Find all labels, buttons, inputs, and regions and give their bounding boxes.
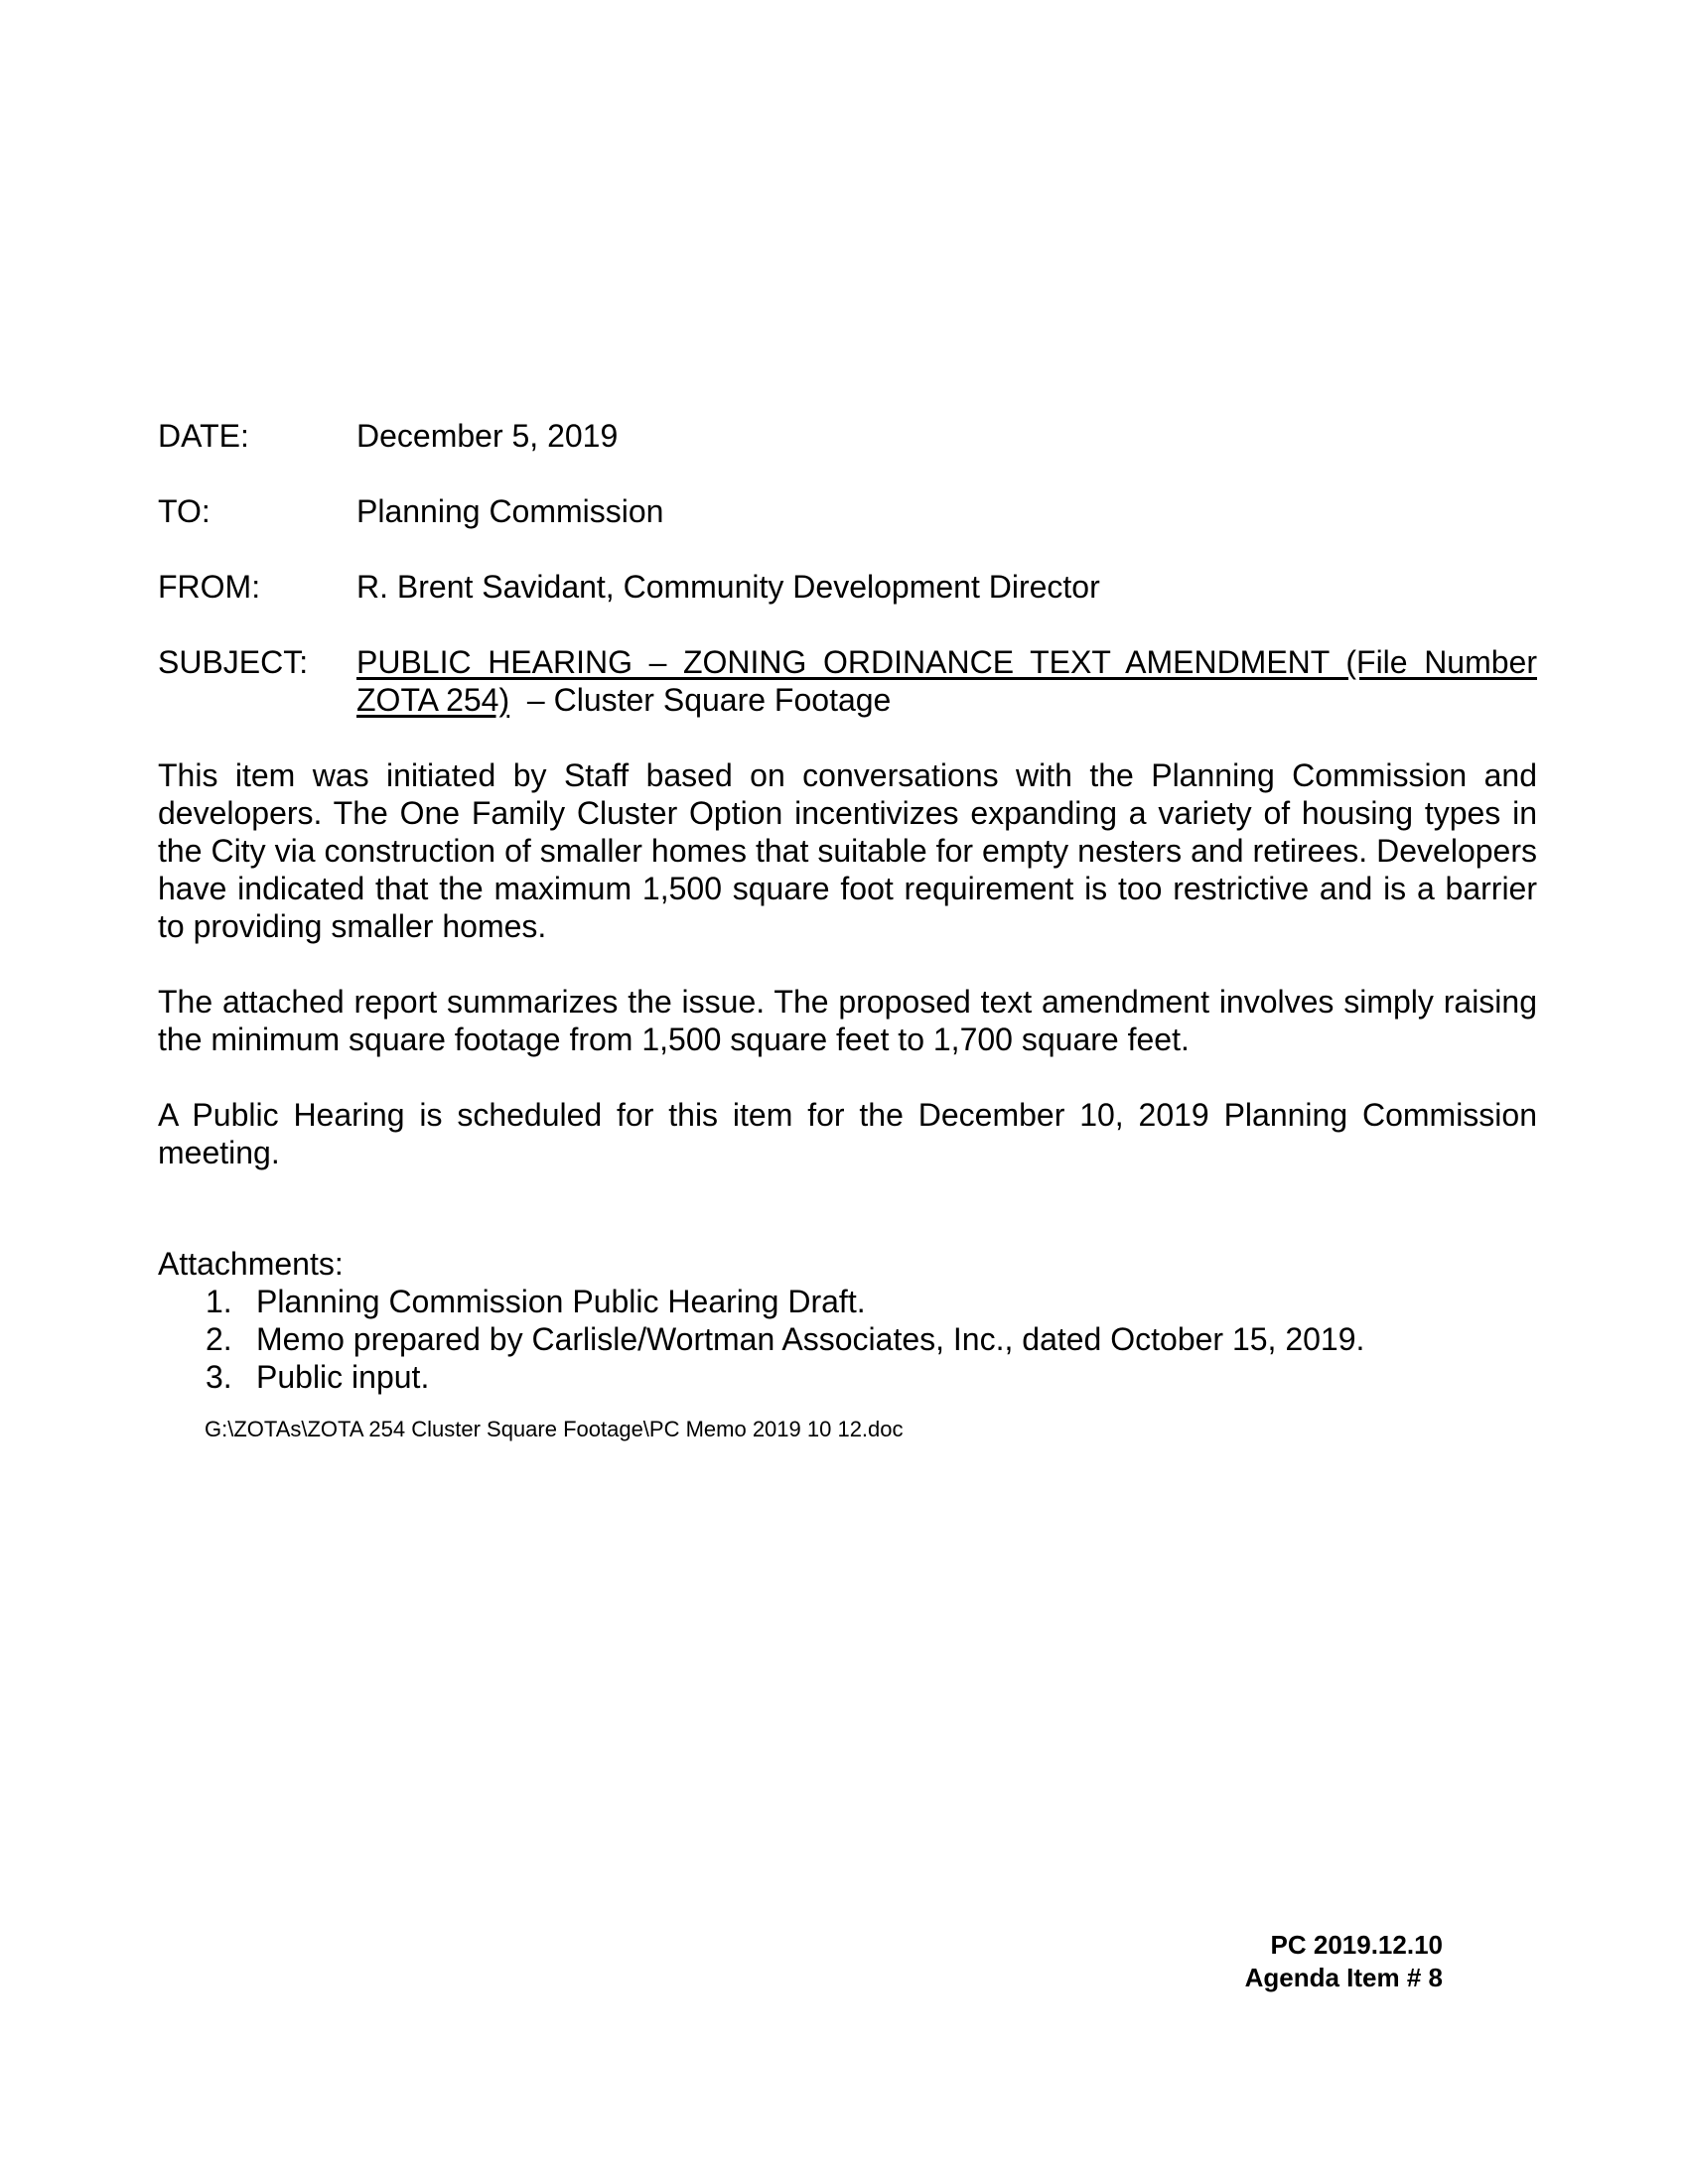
date-value: December 5, 2019 <box>356 418 619 454</box>
list-item-number: 1. <box>206 1284 232 1319</box>
to-label: TO: <box>158 493 211 529</box>
agenda-item-number: Agenda Item # 8 <box>1244 1963 1443 1992</box>
subject-value <box>356 643 1537 719</box>
list-item <box>158 1358 1537 1396</box>
body-paragraph-3: A Public Hearing is scheduled for this item for the December 10, 2019 Planning Commission meeting. <box>158 1097 1537 1170</box>
list-item-text: Public input. <box>256 1359 430 1395</box>
list-item-number: 2. <box>206 1321 232 1357</box>
subject-title: PUBLIC HEARING – ZONING ORDINANCE TEXT AMENDMENT (File Number ZOTA 254) <box>356 644 1537 718</box>
list-item <box>158 1283 1537 1320</box>
to-value: Planning Commission <box>356 493 664 529</box>
date-label: DATE: <box>158 418 249 454</box>
file-path: G:\ZOTAs\ZOTA 254 Cluster Square Footage\PC Memo 2019 10 12.doc <box>205 1417 904 1441</box>
list-item <box>158 1320 1537 1358</box>
date-row <box>158 417 1537 455</box>
from-row <box>158 568 1537 606</box>
list-item-text: Planning Commission Public Hearing Draft. <box>256 1284 866 1319</box>
agenda-footer <box>1245 1929 1443 1994</box>
subject-row <box>158 643 1537 719</box>
meeting-code: PC 2019.12.10 <box>1270 1930 1443 1960</box>
subject-suffix: – Cluster Square Footage <box>509 682 892 718</box>
body-paragraph-1: This item was initiated by Staff based on conversations with the Planning Commission and developers. The One Family Cluster Option incentivizes expanding a variety of housing types in the City via construction of smaller homes that suitable for empty nesters and retirees. Developers have indicated that the maximum 1,500 square foot requirement is too restrictive and is a barrier to providing smaller homes. <box>158 757 1537 944</box>
to-row <box>158 492 1537 530</box>
memo-content <box>158 417 1537 1443</box>
attachments-heading: Attachments: <box>158 1246 344 1282</box>
from-label: FROM: <box>158 569 261 605</box>
attachments-list <box>158 1283 1537 1396</box>
list-item-text: Memo prepared by Carlisle/Wortman Associates, Inc., dated October 15, 2019. <box>256 1321 1365 1357</box>
subject-label: SUBJECT: <box>158 644 309 680</box>
from-value: R. Brent Savidant, Community Development Director <box>356 569 1100 605</box>
body-paragraph-2: The attached report summarizes the issue. The proposed text amendment involves simply raising the minimum square footage from 1,500 square feet to 1,700 square feet. <box>158 984 1537 1057</box>
list-item-number: 3. <box>206 1359 232 1395</box>
